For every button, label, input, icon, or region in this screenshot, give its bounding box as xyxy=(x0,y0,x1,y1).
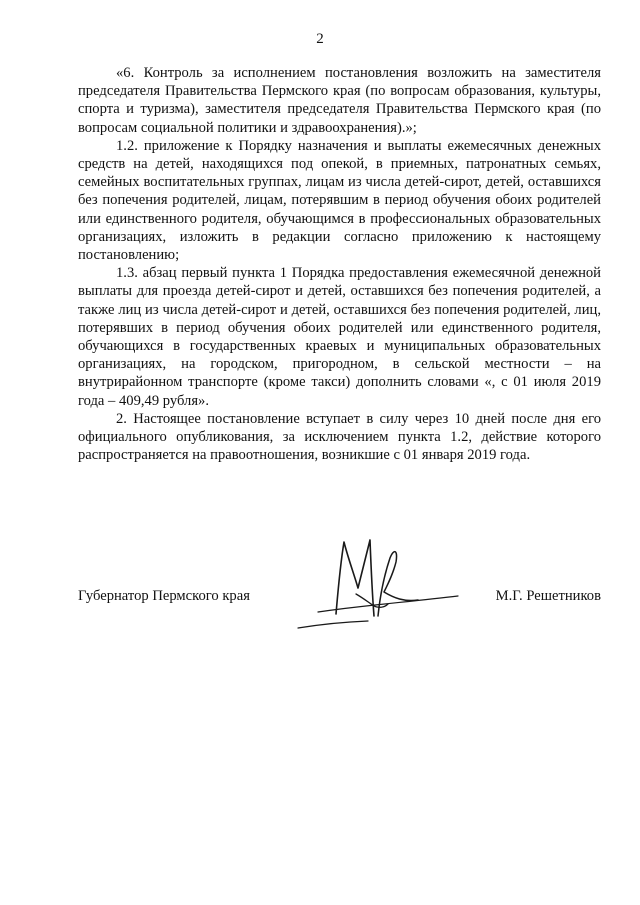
signatory-name: М.Г. Решетников xyxy=(495,588,601,604)
page-number: 2 xyxy=(316,31,324,47)
paragraph-control-clause: «6. Контроль за исполнением постановления возложить на заместителя председателя Правительства Пермского края (по вопросам образования, культуры, спорта и туризма), заместителя председателя Правительства Пермского края (по вопросам социальной политики и здравоохранения).»; xyxy=(78,65,601,136)
signature-block xyxy=(78,586,601,646)
handwritten-signature-icon xyxy=(228,536,468,636)
paragraph-item-1-2: 1.2. приложение к Порядку назначения и выплаты ежемесячных денежных средств на детей, находящихся под опекой, в приемных, патронатных семьях, семейных воспитательных группах, лицам из числа детей-сирот, детей, оставшихся без попечения родителей, лицам, потерявшим в период обучения обоих родителей или единственного родителя, обучающимся в профессиональных образовательных организациях, изложить в редакции согласно приложению к настоящему постановлению; xyxy=(78,137,601,264)
paragraph-item-2: 2. Настоящее постановление вступает в силу через 10 дней после дня его официального опубликования, за исключением пункта 1.2, действие которого распространяется на правоотношения, возникшие с 01 января 2019 года. xyxy=(78,410,601,464)
document-body xyxy=(78,64,601,464)
signatory-title: Губернатор Пермского края xyxy=(78,588,250,604)
paragraph-item-1-3: 1.3. абзац первый пункта 1 Порядка предоставления ежемесячной денежной выплаты для проезда детей-сирот и детей, оставшихся без попечения родителей, а также лиц из числа детей-сирот и детей, оставшихся без попечения родителей, лиц, потерявших в период обучения обоих родителей или единственного родителя, обучающихся в государственных краевых и муниципальных образовательных организациях, на городском, пригородном, в сельской местности – на внутрирайонном транспорте (кроме такси) дополнить словами «, с 01 июля 2019 года – 409,49 рубля». xyxy=(78,265,601,409)
